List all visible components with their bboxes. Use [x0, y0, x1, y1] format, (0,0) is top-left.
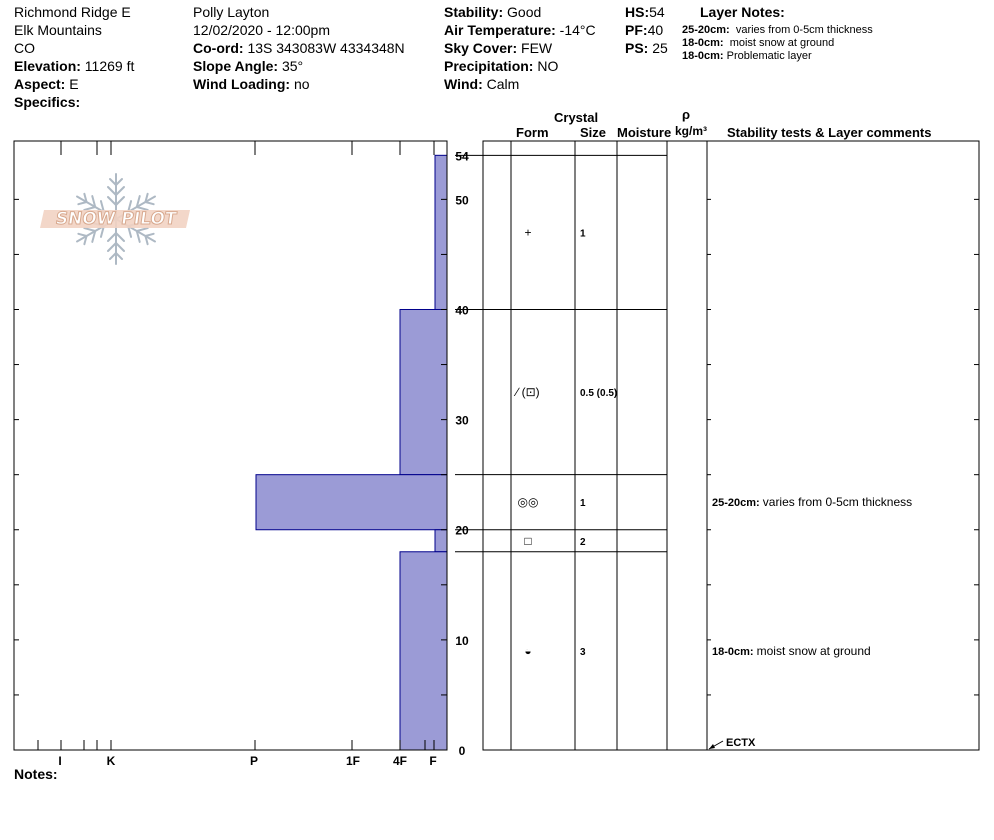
- crystal-size: 2: [580, 536, 586, 548]
- layer-comment: [712, 495, 912, 509]
- depth-label: 50: [455, 193, 469, 208]
- depth-label: 54: [455, 149, 469, 164]
- pf-value: 40: [647, 22, 664, 38]
- test-result: ECTX: [726, 737, 756, 749]
- hardness-label: 1F: [345, 754, 361, 768]
- layer-table-frame: [483, 141, 979, 750]
- density-unit-header: kg/m³: [675, 124, 708, 138]
- wind-value: Calm: [486, 76, 520, 92]
- depth-label: 30: [455, 413, 469, 428]
- elevation-label: Elevation:: [14, 58, 81, 74]
- crystal-form: □: [524, 533, 532, 548]
- stability-value: Good: [507, 4, 542, 20]
- notes-label: Notes:: [14, 766, 58, 782]
- crystal-size: 0.5 (0.5): [580, 388, 618, 400]
- crystal-form: ◎◎: [517, 495, 539, 510]
- layer-comment: [712, 644, 871, 658]
- rho-header: ρ: [682, 107, 691, 122]
- layer-notes-title: Layer Notes:: [700, 4, 785, 20]
- aspect-value: E: [69, 76, 79, 92]
- hardness-bar: [400, 552, 447, 750]
- crystal-size: 3: [580, 646, 586, 658]
- crystal-size: 1: [580, 228, 586, 240]
- coord-label: Co-ord:: [193, 40, 244, 56]
- crystal-header: Crystal: [554, 110, 599, 125]
- precip-label: Precipitation:: [444, 58, 534, 74]
- hardness-bar: [435, 530, 447, 552]
- elevation-value: 11269 ft: [84, 58, 135, 74]
- crystal-form: ◒: [524, 643, 532, 658]
- layer-comment-text: moist snow at ground: [756, 643, 871, 658]
- depth-label: 10: [455, 633, 469, 648]
- slope-label: Slope Angle:: [193, 58, 279, 74]
- layer-note-range: 18-0cm:: [682, 37, 724, 49]
- pf-label: PF:: [625, 22, 648, 38]
- hardness-label: 4F: [392, 754, 408, 768]
- hardness-label: I: [58, 754, 62, 768]
- layer-note-range: 25-20cm:: [682, 24, 730, 36]
- observation-datetime: 12/02/2020 - 12:00pm: [193, 22, 330, 38]
- wind-loading-value: no: [293, 76, 310, 92]
- test-arrowhead: [709, 744, 715, 749]
- air-temp-label: Air Temperature:: [444, 22, 556, 38]
- moisture-header: Moisture: [617, 125, 672, 140]
- layer-comment-text: varies from 0-5cm thickness: [762, 495, 913, 510]
- hardness-plot-frame: [14, 141, 447, 750]
- layer-note-text: Problematic layer: [726, 50, 812, 62]
- hardness-label: P: [249, 754, 259, 768]
- air-temp-value: -14°C: [559, 22, 596, 38]
- ps-label: PS:: [625, 40, 649, 56]
- ps-value: 25: [652, 40, 668, 56]
- crystal-size: 1: [580, 498, 586, 510]
- hardness-bar: [400, 309, 447, 474]
- coord-value: 13S 343083W 4334348N: [247, 40, 405, 56]
- crystal-form: +: [524, 225, 532, 240]
- wind-label: Wind:: [444, 76, 483, 92]
- mountain-range: Elk Mountains: [14, 22, 102, 38]
- sky-cover-label: Sky Cover:: [444, 40, 518, 56]
- sky-cover-value: FEW: [521, 40, 553, 56]
- aspect-label: Aspect:: [14, 76, 66, 92]
- hardness-bar: [435, 155, 447, 309]
- layer-comment-range: 25-20cm:: [712, 497, 763, 510]
- stability-label: Stability:: [444, 4, 504, 20]
- hardness-label: F: [429, 754, 437, 768]
- form-header: Form: [516, 125, 549, 140]
- observer-name: Polly Layton: [193, 4, 270, 20]
- slope-value: 35°: [281, 58, 304, 74]
- wind-loading-label: Wind Loading:: [193, 76, 291, 92]
- hardness-label: K: [106, 754, 116, 768]
- crystal-form: ∕ (⊡): [516, 385, 540, 400]
- state: CO: [14, 40, 35, 56]
- layer-comment-range: 18-0cm:: [712, 645, 757, 658]
- layer-note-range: 18-0cm:: [682, 50, 724, 62]
- location-name: Richmond Ridge E: [14, 4, 131, 20]
- specifics-label: Specifics:: [14, 94, 81, 110]
- hardness-bar: [256, 475, 447, 530]
- layer-note-text: varies from 0-5cm thickness: [735, 24, 873, 36]
- hs-label: HS:: [625, 4, 650, 20]
- hs-value: 54: [649, 4, 665, 20]
- layer-note-text: moist snow at ground: [729, 37, 835, 49]
- size-header: Size: [580, 125, 607, 140]
- depth-label: 0: [458, 744, 466, 758]
- precip-value: NO: [537, 58, 559, 74]
- comments-header: Stability tests & Layer comments: [727, 125, 932, 140]
- depth-label: 40: [455, 303, 469, 318]
- depth-label: 20: [455, 523, 469, 538]
- logo-text: SNOW PILOT: [54, 209, 178, 229]
